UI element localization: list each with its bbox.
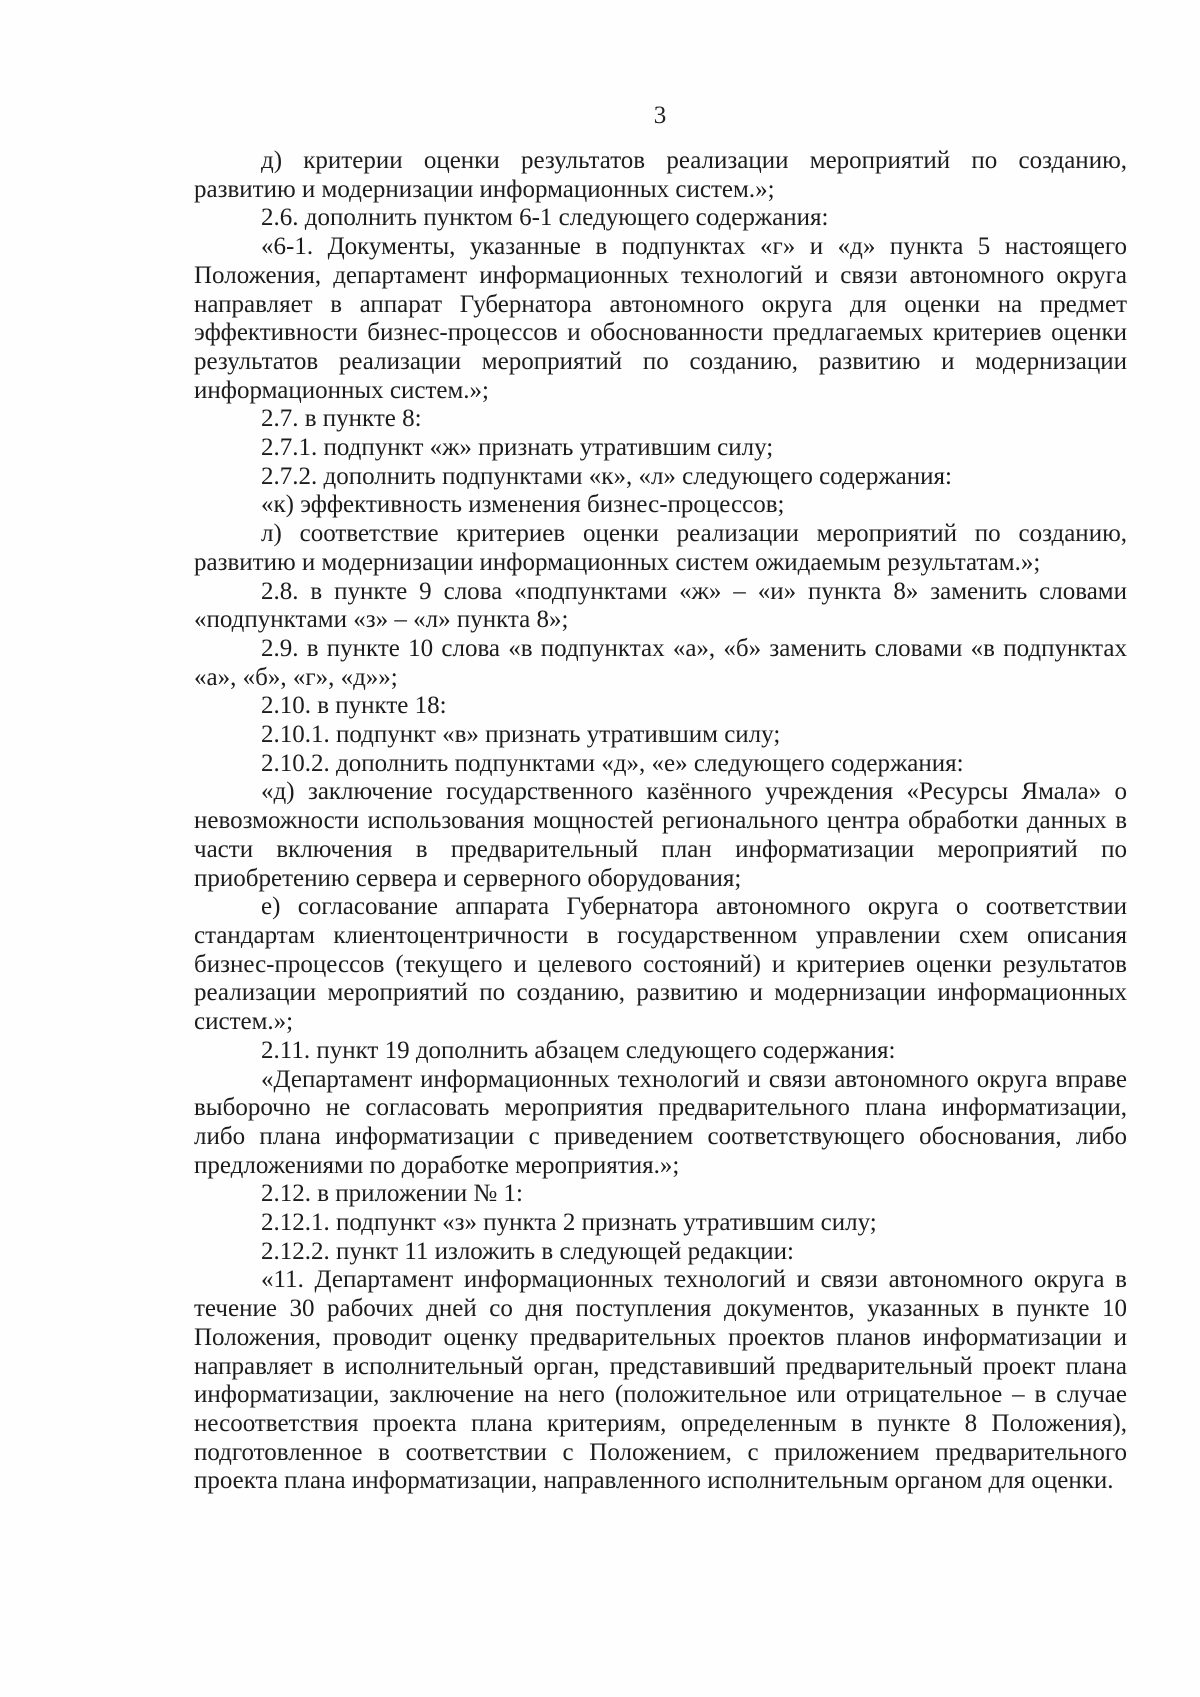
paragraph-2-9: 2.9. в пункте 10 слова «в подпунктах «а», «б» заменить словами «в подпунктах «а», «б», «г», «д»»; (194, 634, 1127, 691)
paragraph-2-12: 2.12. в приложении № 1: (261, 1180, 523, 1208)
paragraph-subitem-e: е) согласование аппарата Губернатора автономного округа о соответствии стандартам клиентоцентричности в государственном управлении схем описания бизнес-процессов (текущего и целевого состояний) и критериев оценки результатов реализации мероприятий по созданию, развитию и модернизации информационных систем.»; (194, 893, 1127, 1036)
paragraph-subitem-l: л) соответствие критериев оценки реализации мероприятий по созданию, развитию и модернизации информационных систем ожидаемым результатам.»; (194, 520, 1127, 576)
paragraph-criteria-d: д) критерии оценки результатов реализации мероприятий по созданию, развитию и модернизации информационных систем.»; (194, 147, 1127, 203)
paragraph-2-10: 2.10. в пункте 18: (261, 692, 447, 720)
paragraph-2-10-1: 2.10.1. подпункт «в» признать утратившим силу; (261, 721, 781, 749)
paragraph-6-1: «6-1. Документы, указанные в подпунктах «г» и «д» пункта 5 настоящего Положения, департамент информационных технологий и связи автономного округа направляет в аппарат Губернатора автономного округа для оценки на предмет эффективности бизнес-процессов и обоснованности предлагаемых критериев оценки результатов реализации мероприятий по созданию, развитию и модернизации информационных систем.»; (194, 233, 1127, 404)
paragraph-2-7: 2.7. в пункте 8: (261, 405, 422, 433)
paragraph-department-right: «Департамент информационных технологий и связи автономного округа вправе выборочно не согласовать мероприятия предварительного плана информатизации, либо плана информатизации с приведением соответствующего обоснования, либо предложениями по доработке мероприятия.»; (194, 1065, 1127, 1179)
page-number: 3 (653, 102, 667, 129)
paragraph-2-7-2: 2.7.2. дополнить подпунктами «к», «л» следующего содержания: (261, 462, 952, 490)
paragraph-2-8: 2.8. в пункте 9 слова «подпунктами «ж» – «и» пункта 8» заменить словами «подпунктами «з» – «л» пункта 8»; (194, 577, 1127, 634)
paragraph-2-10-2: 2.10.2. дополнить подпунктами «д», «е» следующего содержания: (261, 749, 964, 777)
paragraph-item-11: «11. Департамент информационных технологий и связи автономного округа в течение 30 рабочих дней со дня поступления документов, указанных в пункте 10 Положения, проводит оценку предварительных проектов планов информатизации и направляет в исполнительный орган, представивший предварительный проект плана информатизации, заключение на него (положительное или отрицательное – в случае несоответствия проекта плана критериям, определенным в пункте 8 Положения), подготовленное в соответствии с Положением, с приложением предварительного проекта плана информатизации, направленного исполнительным органом для оценки. (194, 1266, 1127, 1495)
paragraph-2-11: 2.11. пункт 19 дополнить абзацем следующего содержания: (261, 1036, 896, 1064)
paragraph-2-6: 2.6. дополнить пунктом 6-1 следующего содержания: (261, 204, 829, 232)
paragraph-2-7-1: 2.7.1. подпункт «ж» признать утратившим силу; (261, 434, 774, 462)
paragraph-2-12-2: 2.12.2. пункт 11 изложить в следующей редакции: (261, 1237, 794, 1265)
paragraph-subitem-d: «д) заключение государственного казённого учреждения «Ресурсы Ямала» о невозможности использования мощностей регионального центра обработки данных в части включения в предварительный план информатизации мероприятий по приобретению сервера и серверного оборудования; (194, 778, 1127, 892)
paragraph-subitem-k: «к) эффективность изменения бизнес-процессов; (261, 491, 785, 519)
paragraph-2-12-1: 2.12.1. подпункт «з» пункта 2 признать утратившим силу; (261, 1209, 877, 1237)
document-body (194, 147, 1127, 1496)
